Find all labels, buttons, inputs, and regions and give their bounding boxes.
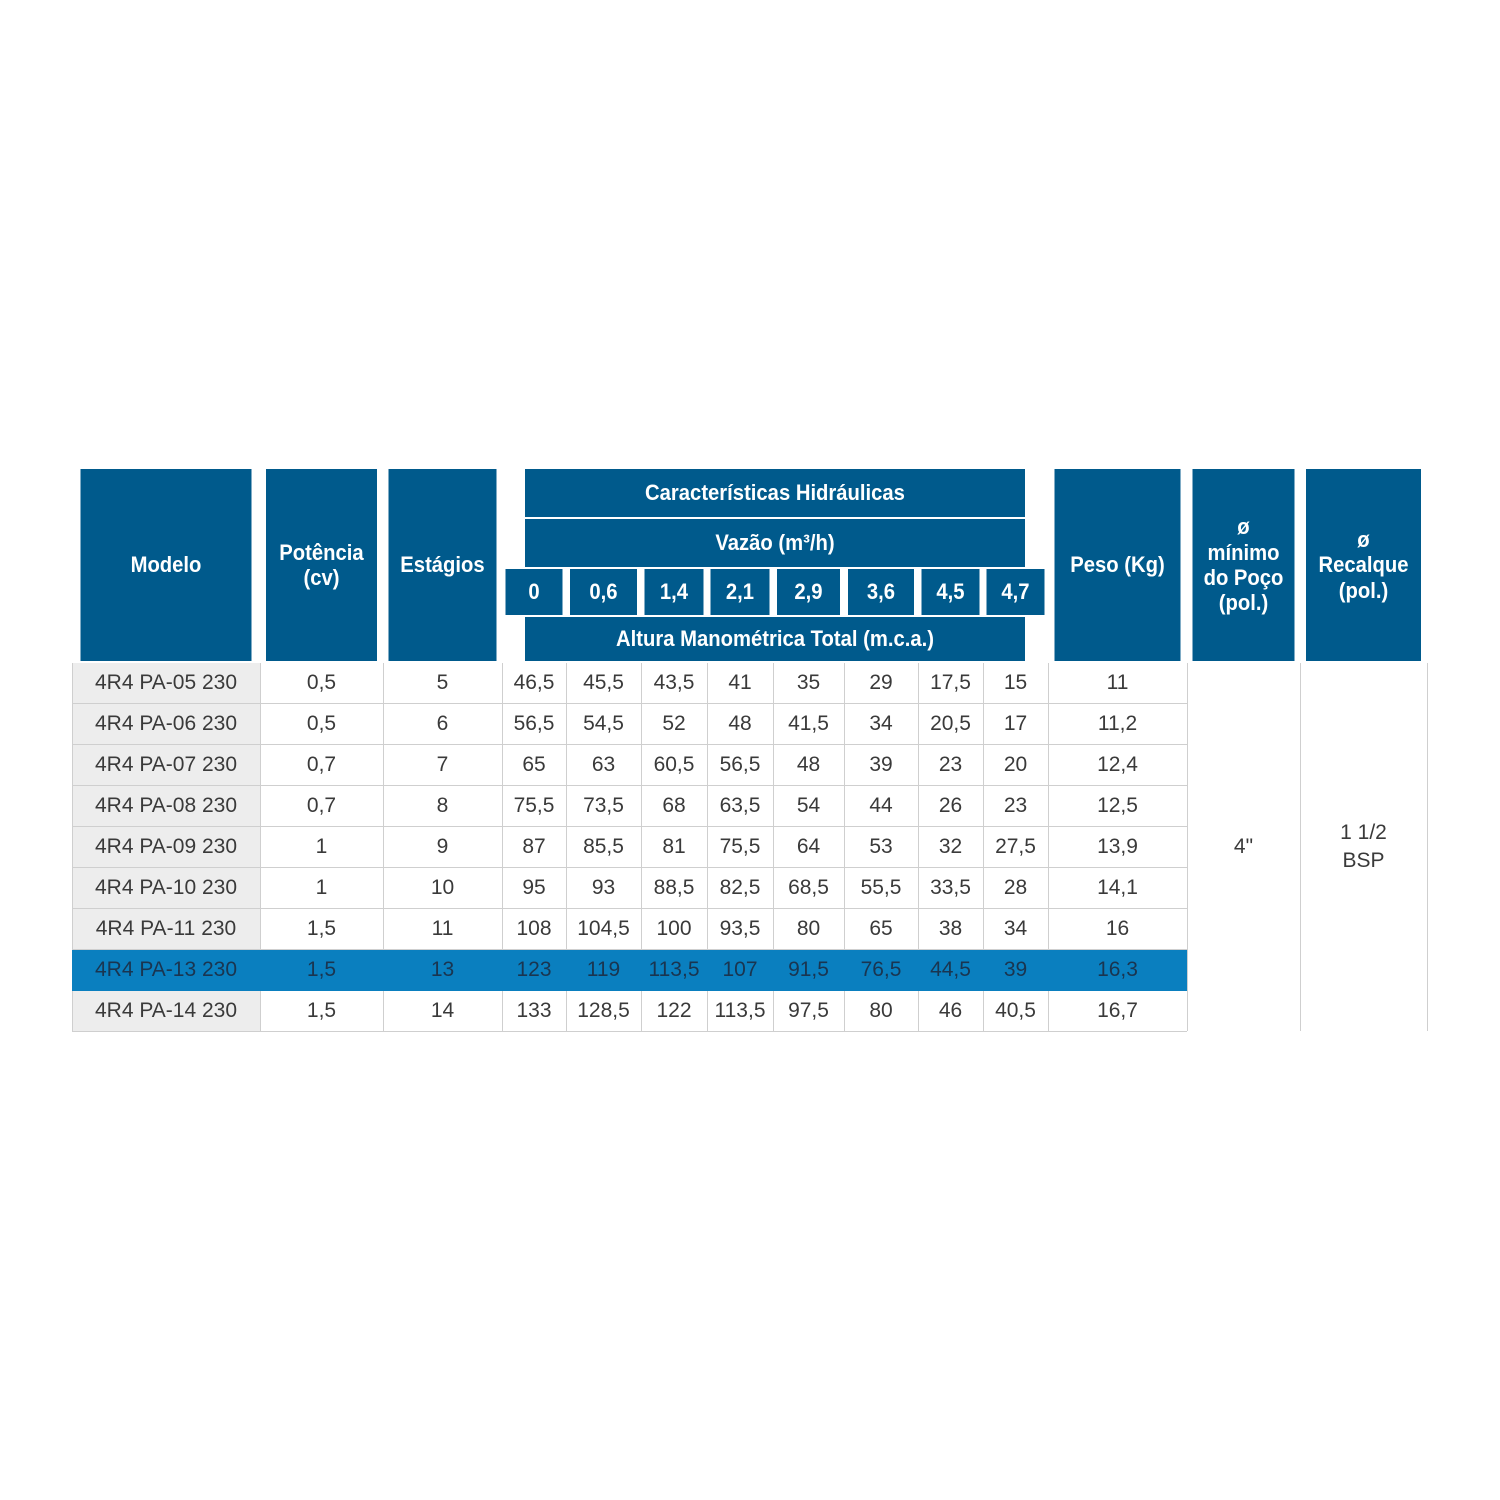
cell-potencia: 1,5 [260,909,383,950]
cell-altura: 29 [844,662,918,704]
cell-potencia: 1 [260,827,383,868]
cell-altura: 100 [641,909,707,950]
header-flow-value: 3,6 [847,568,915,616]
table-row [72,662,1427,704]
pump-spec-table [71,467,1428,1032]
cell-peso: 13,9 [1048,827,1187,868]
cell-estagios: 13 [383,950,502,991]
cell-altura: 17 [983,704,1048,745]
cell-altura: 80 [773,909,844,950]
cell-altura: 63 [566,745,641,786]
cell-altura: 81 [641,827,707,868]
cell-altura: 56,5 [707,745,773,786]
header-flow-value: 2,9 [776,568,841,616]
cell-altura: 80 [844,991,918,1032]
table-body [72,662,1427,1032]
cell-altura: 46 [918,991,983,1032]
cell-peso: 16,3 [1048,950,1187,991]
cell-peso: 12,4 [1048,745,1187,786]
cell-estagios: 14 [383,991,502,1032]
cell-estagios: 11 [383,909,502,950]
cell-altura: 35 [773,662,844,704]
header-poco: ø mínimo do Poço (pol.) [1192,468,1296,662]
cell-altura: 52 [641,704,707,745]
cell-altura: 95 [502,868,566,909]
cell-altura: 44 [844,786,918,827]
cell-altura: 75,5 [502,786,566,827]
cell-altura: 63,5 [707,786,773,827]
cell-altura: 15 [983,662,1048,704]
cell-peso: 11 [1048,662,1187,704]
cell-modelo: 4R4 PA-14 230 [72,991,260,1032]
cell-altura: 108 [502,909,566,950]
cell-altura: 133 [502,991,566,1032]
header-flow-value: 4,7 [986,568,1046,616]
cell-altura: 68 [641,786,707,827]
cell-modelo: 4R4 PA-09 230 [72,827,260,868]
cell-altura: 55,5 [844,868,918,909]
cell-altura: 48 [707,704,773,745]
header-flow-value: 0 [505,568,564,616]
cell-altura: 41 [707,662,773,704]
cell-altura: 87 [502,827,566,868]
cell-altura: 28 [983,868,1048,909]
cell-altura: 39 [983,950,1048,991]
cell-altura: 48 [773,745,844,786]
cell-altura: 53 [844,827,918,868]
cell-altura: 20,5 [918,704,983,745]
cell-altura: 128,5 [566,991,641,1032]
header-potencia: Potência (cv) [265,468,378,662]
cell-altura: 34 [983,909,1048,950]
cell-altura: 44,5 [918,950,983,991]
cell-altura: 40,5 [983,991,1048,1032]
cell-potencia: 0,5 [260,662,383,704]
cell-altura: 123 [502,950,566,991]
cell-altura: 122 [641,991,707,1032]
cell-peso: 12,5 [1048,786,1187,827]
cell-altura: 107 [707,950,773,991]
cell-altura: 54,5 [566,704,641,745]
cell-altura: 60,5 [641,745,707,786]
cell-altura: 82,5 [707,868,773,909]
cell-altura: 23 [983,786,1048,827]
cell-potencia: 0,5 [260,704,383,745]
cell-altura: 91,5 [773,950,844,991]
cell-altura: 68,5 [773,868,844,909]
header-flow-value: 1,4 [644,568,705,616]
cell-altura: 56,5 [502,704,566,745]
cell-altura: 38 [918,909,983,950]
cell-estagios: 10 [383,868,502,909]
cell-modelo: 4R4 PA-13 230 [72,950,260,991]
table-header [72,468,1427,662]
cell-altura: 93 [566,868,641,909]
cell-altura: 20 [983,745,1048,786]
cell-altura: 97,5 [773,991,844,1032]
header-modelo: Modelo [80,468,253,662]
cell-estagios: 5 [383,662,502,704]
cell-altura: 65 [844,909,918,950]
cell-altura: 26 [918,786,983,827]
cell-estagios: 9 [383,827,502,868]
cell-peso: 11,2 [1048,704,1187,745]
cell-peso: 14,1 [1048,868,1187,909]
cell-altura: 32 [918,827,983,868]
cell-altura: 85,5 [566,827,641,868]
cell-estagios: 7 [383,745,502,786]
cell-altura: 113,5 [641,950,707,991]
cell-altura: 39 [844,745,918,786]
cell-altura: 104,5 [566,909,641,950]
cell-potencia: 1,5 [260,950,383,991]
cell-peso: 16 [1048,909,1187,950]
cell-altura: 113,5 [707,991,773,1032]
cell-estagios: 8 [383,786,502,827]
cell-altura: 73,5 [566,786,641,827]
cell-modelo: 4R4 PA-05 230 [72,662,260,704]
cell-modelo: 4R4 PA-07 230 [72,745,260,786]
cell-altura: 34 [844,704,918,745]
cell-recalque: 1 1/2 BSP [1300,662,1427,1032]
cell-altura: 23 [918,745,983,786]
cell-estagios: 6 [383,704,502,745]
cell-altura: 33,5 [918,868,983,909]
cell-poco: 4" [1187,662,1300,1032]
cell-modelo: 4R4 PA-08 230 [72,786,260,827]
header-flow-value: 2,1 [710,568,771,616]
cell-potencia: 0,7 [260,745,383,786]
cell-altura: 45,5 [566,662,641,704]
cell-altura: 119 [566,950,641,991]
cell-modelo: 4R4 PA-11 230 [72,909,260,950]
header-vazao: Vazão (m³/h) [524,518,1026,568]
cell-potencia: 0,7 [260,786,383,827]
cell-altura: 75,5 [707,827,773,868]
header-peso: Peso (Kg) [1054,468,1182,662]
cell-peso: 16,7 [1048,991,1187,1032]
cell-altura: 93,5 [707,909,773,950]
cell-modelo: 4R4 PA-06 230 [72,704,260,745]
cell-potencia: 1 [260,868,383,909]
cell-altura: 76,5 [844,950,918,991]
cell-altura: 46,5 [502,662,566,704]
header-flow-value: 4,5 [921,568,981,616]
header-caracteristicas: Características Hidráulicas [524,468,1026,518]
header-estagios: Estágios [388,468,497,662]
cell-altura: 17,5 [918,662,983,704]
cell-altura: 65 [502,745,566,786]
cell-altura: 27,5 [983,827,1048,868]
cell-altura: 41,5 [773,704,844,745]
cell-altura: 88,5 [641,868,707,909]
cell-altura: 54 [773,786,844,827]
header-altura: Altura Manométrica Total (m.c.a.) [524,616,1026,662]
header-recalque: ø Recalque (pol.) [1305,468,1422,662]
cell-potencia: 1,5 [260,991,383,1032]
cell-altura: 64 [773,827,844,868]
cell-modelo: 4R4 PA-10 230 [72,868,260,909]
header-flow-value: 0,6 [569,568,638,616]
cell-altura: 43,5 [641,662,707,704]
